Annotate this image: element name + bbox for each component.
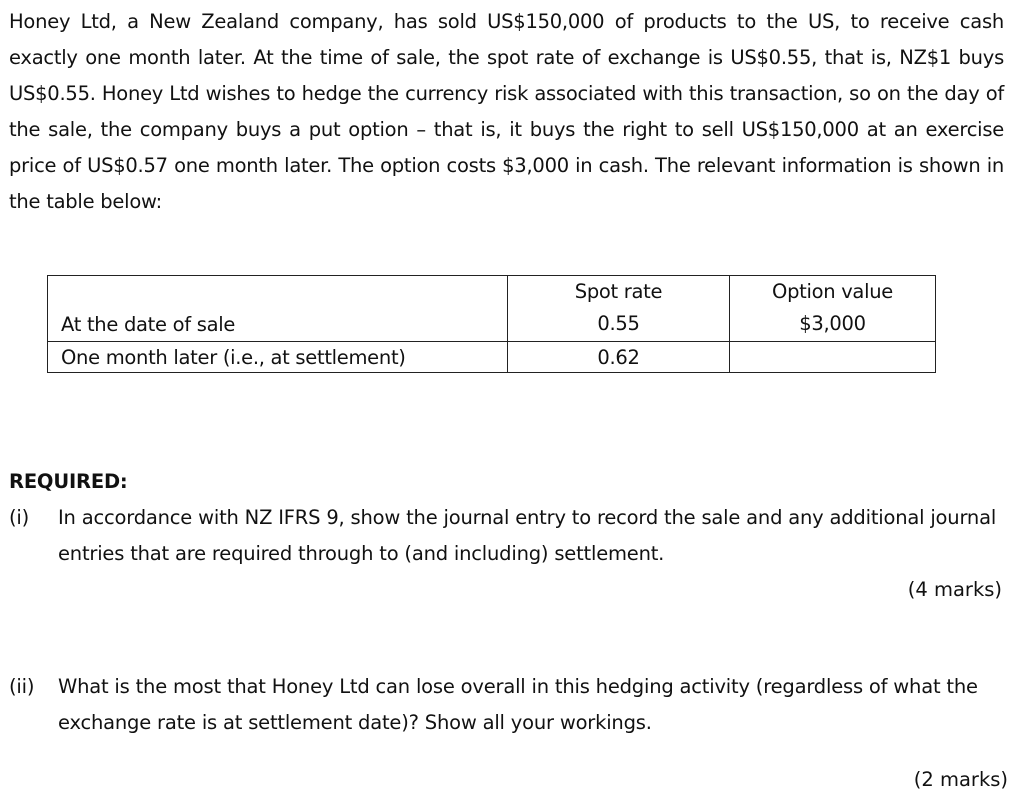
option-value-settlement [730,342,935,344]
header-blank [61,277,497,309]
spot-rate-settlement-cell [508,342,730,373]
row-label-sale-date: At the date of sale [61,313,236,336]
spot-rate-sale-date: 0.55 [597,312,640,335]
question-2-marks: (2 marks) [913,768,1008,791]
question-2-text: What is the most that Honey Ltd can lose overall in this hedging activity (regardless of what the exchange rate is at settlement date)? Show all your workings. [58,675,978,734]
table-row-label-cell [48,276,508,342]
row-label-settlement: One month later (i.e., at settlement) [61,346,406,369]
option-value-sale-date: $3,000 [799,312,866,335]
row-label-settlement-cell [48,342,508,373]
question-1-text: In accordance with NZ IFRS 9, show the journal entry to record the sale and any additional journal entries that are required through to (and including) settlement. [58,506,997,565]
option-value-settlement-cell [730,342,936,373]
question-2 [9,669,1004,741]
header-spot-rate: Spot rate [574,280,663,303]
table-row [48,342,936,373]
required-heading: REQUIRED: [9,470,128,493]
spot-rate-settlement: 0.62 [597,346,640,369]
question-1-marks: (4 marks) [907,578,1002,601]
intro-paragraph: Honey Ltd, a New Zealand company, has sold US$150,000 of products to the US, to receive cash exactly one month later. At the time of sale, the spot rate of exchange is US$0.55, that is, NZ$1 buys US$0.55. Honey Ltd wishes to hedge the currency risk associated with this transaction, so on the day of the sale, the company buys a put option – that is, it buys the right to sell US$150,000 at an exercise price of US$0.57 one month later. The option costs $3,000 in cash. The relevant information is shown in the table below: [9,10,1004,213]
question-1 [9,500,1004,572]
option-value-cell [730,276,936,342]
header-option-value: Option value [772,280,893,303]
exchange-rate-table [47,275,936,373]
question-1-label: (i) [9,506,30,529]
question-2-label: (ii) [9,675,35,698]
spot-rate-cell [508,276,730,342]
